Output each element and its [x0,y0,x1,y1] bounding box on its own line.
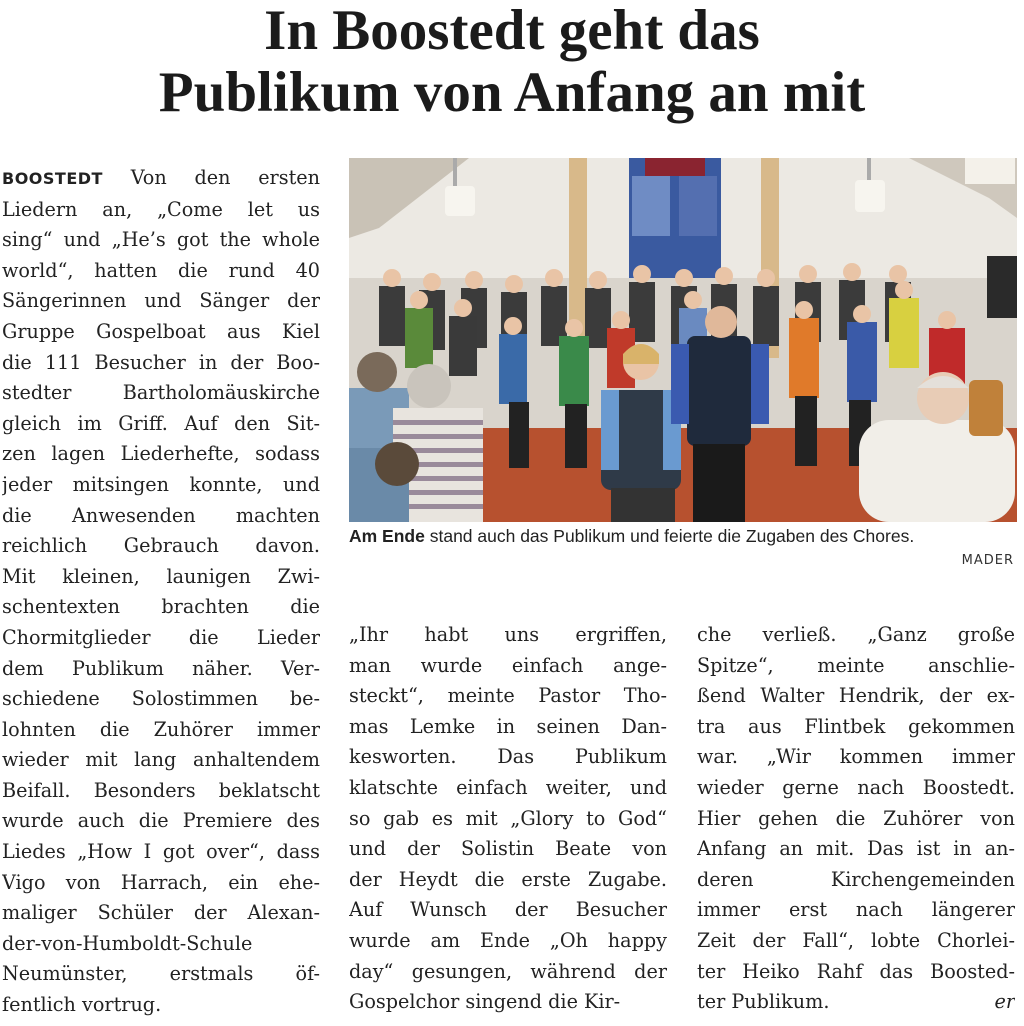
text-line: war. „Wir kommen immer [697,745,1015,769]
text-line: kesworten. Das Publikum [349,745,667,769]
text-line: Hier gehen die Zuhörer von [697,806,1015,830]
choir-photo [349,158,1017,522]
text-line: Gruppe Gospelboat aus Kiel [2,319,320,343]
first-line [2,163,320,195]
text-line: jeder mitsingen konnte, und [2,472,320,496]
text-line: dem Publikum näher. Ver- [2,656,320,680]
text-line: schiedene Solostimmen be- [2,687,320,711]
author-signature: er [994,990,1015,1014]
photo-credit: MADER [961,553,1014,568]
text-line: Spitze“, meinte anschlie- [697,653,1015,677]
text-line: der Heydt die erste Zugabe. [349,867,667,891]
text-line: Liedes „How I got over“, dass [2,840,320,864]
caption-text: stand auch das Publikum und feierte die Zugaben des Chores. [424,526,915,546]
text-line: wurde am Ende „Oh happy [349,928,667,952]
text-line: mas Lemke in seinen Dan- [349,714,667,738]
text-line: lohnten die Zuhörer immer [2,717,320,741]
text-line: Sängerinnen und Sänger der [2,289,320,313]
article-column-1 [2,163,320,1021]
text-line: immer erst nach längerer [697,898,1015,922]
text-line: klatschte einfach weiter, und [349,775,667,799]
text-line: gleich im Griff. Auf den Sit- [2,411,320,435]
text-line: und der Solistin Beate von [349,837,667,861]
text-line: Neumünster, erstmals öf- [2,962,320,986]
column-3-lines [697,620,1015,1018]
text-line: der-von-Humboldt-Schule [2,931,253,955]
text-line: tra aus Flintbek gekommen [697,714,1015,738]
article-column-3 [697,620,1015,1018]
text-line: steckt“, meinte Pastor Tho- [349,684,667,708]
text-line: fentlich vortrug. [2,993,162,1017]
text-line: die Anwesenden machten [2,503,320,527]
text-line: Chormitglieder die Lieder [2,625,320,649]
column-2-lines [349,620,667,1018]
text-line: schentexten brachten die [2,595,320,619]
text-line: day“ gesungen, während der [349,959,667,983]
text-line: reichlich Gebrauch davon. [2,534,320,558]
text-line: sing“ und „He’s got the whole [2,228,320,252]
headline [0,0,1024,124]
text-line: Zeit der Fall“, lobte Chorlei- [697,928,1015,952]
text-line: Beifall. Besonders beklatscht [2,778,320,802]
text-line: ter Heiko Rahf das Boosted- [697,959,1015,983]
headline-line-1: In Boostedt geht das [264,0,760,62]
text-line: stedter Bartholomäuskirche [2,381,320,405]
text-line: Mit kleinen, launigen Zwi- [2,564,320,588]
text-line: deren Kirchengemeinden [697,867,1015,891]
text-line: Gospelchor singend die Kir- [349,990,621,1014]
article-column-2 [349,620,667,1018]
text-line: che verließ. „Ganz große [697,623,1015,646]
text-line: ter Publikum. er [697,987,1015,1018]
headline-line-2: Publikum von Anfang an mit [158,61,866,124]
text-line: Vigo von Harrach, ein ehe- [2,870,320,894]
first-line-text: Von den ersten [102,166,320,189]
text-line: wurde auch die Premiere des [2,809,320,833]
text-line: maliger Schüler der Alexan- [2,901,320,925]
text-line: Liedern an, „Come let us [2,197,320,221]
text-line: wieder mit lang anhaltendem [2,748,320,772]
text-line: world“, hatten die rund 40 [2,258,320,282]
text-line: so gab es mit „Glory to God“ [349,806,667,830]
dateline: BOOSTEDT [2,169,103,188]
text-line: man wurde einfach ange- [349,653,667,677]
text-line: wieder gerne nach Boostedt. [697,775,1015,799]
column-1-lines [2,195,320,1021]
photo-caption [349,524,1015,549]
text-line: die 111 Besucher in der Boo- [2,350,320,374]
text-line: Auf Wunsch der Besucher [349,898,667,922]
text-line: zen lagen Liederhefte, sodass [2,442,320,466]
text-line: ßend Walter Hendrik, der ex- [697,684,1015,708]
text-line: Anfang an mit. Das ist in an- [697,837,1015,861]
text-line: „Ihr habt uns ergriffen, [349,623,667,646]
caption-lead: Am Ende [349,526,425,546]
